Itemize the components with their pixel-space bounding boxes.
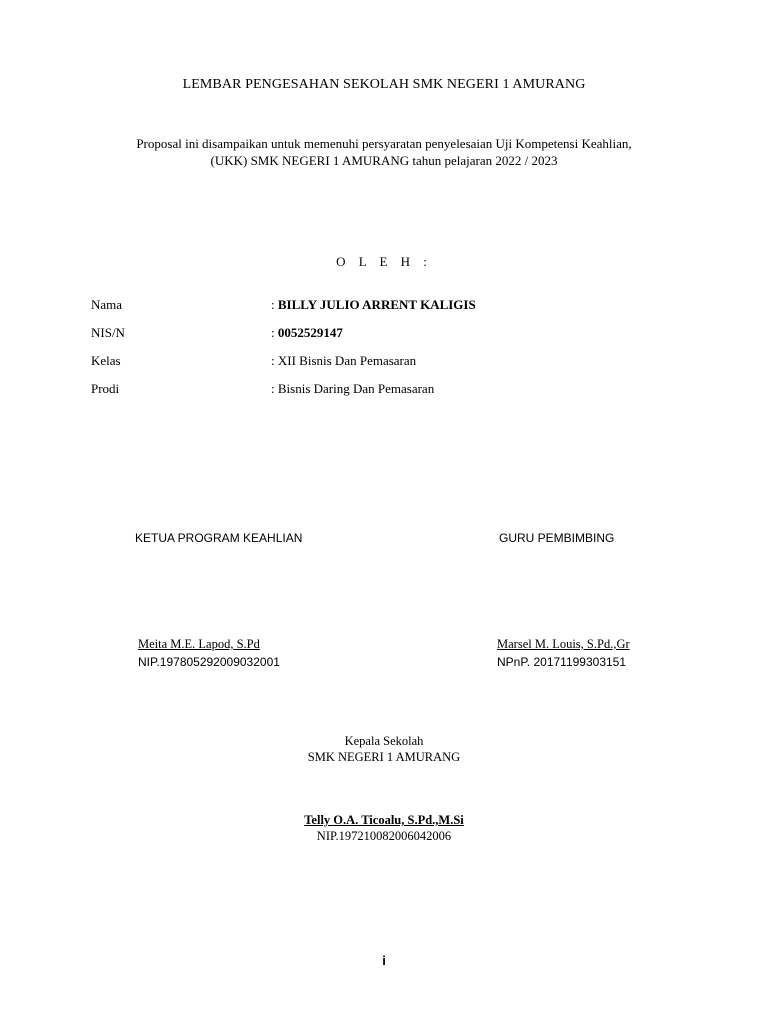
field-label-prodi: Prodi bbox=[91, 381, 120, 396]
field-value-nama bbox=[271, 297, 476, 313]
intro-line-1: Proposal ini disampaikan untuk memenuhi persyaratan penyelesaian Uji Kompetensi Keahlian, bbox=[136, 136, 632, 151]
page-number: i bbox=[382, 953, 386, 968]
field-colon: : bbox=[271, 353, 275, 368]
head-role-line-1: Kepala Sekolah bbox=[344, 734, 424, 748]
field-value-nis bbox=[271, 325, 343, 341]
field-colon: : bbox=[271, 297, 275, 312]
head-signatory-name: Telly O.A. Ticoalu, S.Pd.,M.Si bbox=[304, 813, 464, 827]
field-label-kelas: Kelas bbox=[91, 353, 121, 368]
right-signatory-name: Marsel M. Louis, S.Pd.,Gr bbox=[497, 637, 630, 651]
student-name: BILLY JULIO ARRENT KALIGIS bbox=[277, 297, 476, 312]
student-nis: 0052529147 bbox=[277, 325, 343, 340]
student-class: XII Bisnis Dan Pemasaran bbox=[277, 353, 417, 368]
student-program: Bisnis Daring Dan Pemasaran bbox=[277, 381, 435, 396]
page-title: LEMBAR PENGESAHAN SEKOLAH SMK NEGERI 1 AMURANG bbox=[182, 77, 586, 92]
left-signatory-name: Meita M.E. Lapod, S.Pd bbox=[138, 637, 260, 651]
right-signatory-role: GURU PEMBIMBING bbox=[499, 531, 615, 545]
oleh-heading: O L E H : bbox=[336, 254, 432, 269]
field-label-nis: NIS/N bbox=[91, 325, 125, 340]
left-signatory-id: NIP.197805292009032001 bbox=[138, 655, 280, 669]
field-value-kelas bbox=[271, 353, 416, 369]
field-colon: : bbox=[271, 325, 275, 340]
right-signatory-id: NPnP. 20171199303151 bbox=[497, 655, 627, 669]
field-value-prodi bbox=[271, 381, 434, 397]
head-role-line-2: SMK NEGERI 1 AMURANG bbox=[307, 750, 461, 764]
field-colon: : bbox=[271, 381, 275, 396]
head-signatory-id: NIP.197210082006042006 bbox=[316, 829, 452, 843]
intro-paragraph bbox=[0, 135, 768, 169]
intro-line-2: (UKK) SMK NEGERI 1 AMURANG tahun pelajaran 2022 / 2023 bbox=[210, 153, 558, 168]
field-label-nama: Nama bbox=[91, 297, 123, 312]
left-signatory-role: KETUA PROGRAM KEAHLIAN bbox=[135, 531, 303, 545]
